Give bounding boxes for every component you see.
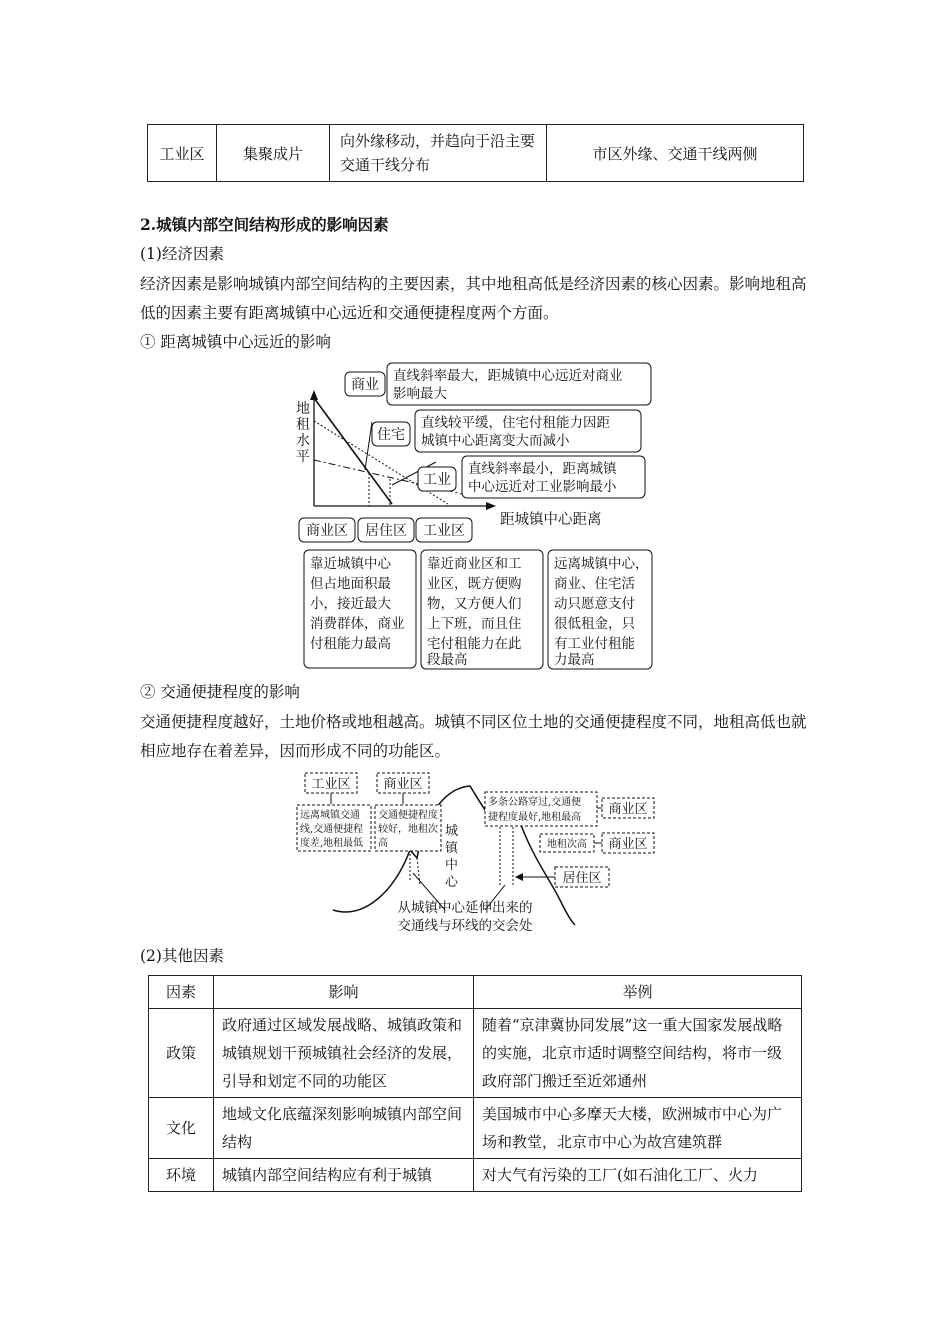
table-cell: 城镇内部空间结构应有利于城镇 — [214, 1159, 474, 1192]
y-axis-label: 租 — [296, 417, 310, 433]
column-header: 影响 — [214, 976, 474, 1009]
industry-note: 中心远近对工业影响最小 — [468, 479, 617, 495]
residence-note: 直线较平缓，住宅付租能力因距 — [421, 415, 610, 431]
y-axis-label: 水 — [296, 433, 310, 449]
top-table — [147, 124, 804, 182]
zone-note: 宅付租能力在此 — [427, 636, 522, 652]
center-label: 心 — [445, 875, 459, 890]
commerce-note: 影响最大 — [393, 386, 447, 402]
column-header: 举例 — [474, 976, 802, 1009]
zone-note: 小，接近最大 — [310, 596, 391, 612]
caption: 交通线与环线的交会处 — [397, 918, 533, 934]
center-label: 中 — [445, 858, 459, 873]
industry-label: 工业 — [423, 472, 451, 488]
commerce-zone-label: 商业区 — [608, 837, 648, 852]
note-text: 度差,地租最低 — [300, 838, 364, 849]
table-cell: 政府通过区域发展战略、城镇政策和城镇规划干预城镇社会经济的发展，引导和划定不同的功能区 — [214, 1009, 474, 1098]
table-cell: 集聚成片 — [217, 125, 330, 182]
y-axis-label: 平 — [296, 449, 310, 465]
note-text: 多条公路穿过,交通便 — [488, 797, 582, 808]
table-cell: 工业区 — [148, 125, 217, 182]
table-row — [149, 1009, 802, 1098]
y-axis-label: 地 — [296, 401, 310, 417]
table-cell: 随着“京津冀协同发展”这一重大国家发展战略的实施，北京市适时调整空间结构，将市一级政府部门搬迁至近郊通州 — [474, 1009, 802, 1098]
paragraph: 经济因素是影响城镇内部空间结构的主要因素，其中地租高低是经济因素的核心因素。影响地租高低的因素主要有距离城镇中心远近和交通便捷程度两个方面。 — [140, 275, 807, 322]
zone-note: 但占地面积最 — [310, 576, 391, 592]
center-label: 镇 — [445, 841, 459, 856]
zone-note: 段最高 — [427, 652, 468, 668]
note-text: 高 — [378, 838, 388, 849]
residence-note: 城镇中心距离变大而减小 — [421, 433, 570, 449]
item-heading: ② 交通便捷程度的影响 — [140, 683, 300, 701]
commerce-zone-label: 商业区 — [383, 777, 423, 792]
arrow-head — [515, 873, 523, 881]
zone-note: 业区，既方便购 — [427, 576, 522, 592]
column-header: 因素 — [149, 976, 214, 1009]
note-text: 线,交通便捷程 — [300, 824, 364, 835]
item-heading: ① 距离城镇中心远近的影响 — [140, 333, 331, 351]
residence-label: 居住区 — [562, 871, 602, 886]
subheading: (1)经济因素 — [140, 245, 224, 263]
zone-label: 商业区 — [306, 523, 348, 539]
note-text: 交通便捷程度 — [378, 810, 438, 821]
commerce-note: 直线斜率最大，距城镇中心远近对商业 — [393, 368, 623, 384]
table-row — [149, 1098, 802, 1159]
subheading: (2)其他因素 — [140, 947, 224, 965]
table-cell: 文化 — [149, 1098, 214, 1159]
zone-note: 动只愿意支付 — [554, 596, 635, 612]
caption: 从城镇中心延伸出来的 — [397, 900, 533, 916]
industry-note: 直线斜率最小，距离城镇 — [468, 461, 617, 477]
table-cell: 政策 — [149, 1009, 214, 1098]
zone-note: 靠近城镇中心 — [310, 556, 391, 572]
x-axis-arrow — [486, 502, 496, 510]
residence-label: 住宅 — [377, 427, 405, 443]
zone-note: 有工业付租能 — [554, 636, 635, 652]
commerce-zone-label: 商业区 — [608, 802, 648, 817]
zone-label: 工业区 — [423, 523, 465, 539]
zone-note: 物，又方便人们 — [427, 596, 522, 612]
table-cell: 美国城市中心多摩天大楼，欧洲城市中心为广场和教堂，北京市中心为故宫建筑群 — [474, 1098, 802, 1159]
zone-note: 远离城镇中心， — [554, 556, 649, 572]
table-row — [148, 125, 804, 182]
commerce-label: 商业 — [351, 377, 379, 393]
table-header-row — [149, 976, 802, 1009]
note-text: 远离城镇交通 — [300, 810, 360, 821]
commerce-line — [314, 398, 392, 504]
rent-distance-diagram — [290, 358, 670, 674]
factors-table — [148, 975, 802, 1192]
zone-note: 力最高 — [554, 652, 595, 668]
zone-note: 靠近商业区和工 — [427, 556, 522, 572]
table-row — [149, 1159, 802, 1192]
table-cell: 对大气有污染的工厂(如石油化工厂、火力 — [474, 1159, 802, 1192]
zone-label: 居住区 — [365, 523, 407, 539]
paragraph: 交通便捷程度越好，土地价格或地租越高。城镇不同区位土地的交通便捷程度不同，地租高低也就相应地存在着差异，因而形成不同的功能区。 — [140, 713, 807, 760]
traffic-rent-diagram — [295, 770, 665, 940]
zone-note: 很低租金，只 — [554, 616, 635, 632]
table-cell: 环境 — [149, 1159, 214, 1192]
zone-note: 消费群体，商业 — [310, 616, 405, 632]
center-label: 城 — [445, 824, 459, 839]
table-cell: 地域文化底蕴深刻影响城镇内部空间结构 — [214, 1098, 474, 1159]
zone-note: 上下班，而且住 — [427, 616, 522, 632]
section-title: 2.城镇内部空间结构形成的影响因素 — [140, 215, 389, 234]
leader-line — [365, 422, 372, 470]
x-axis-label: 距城镇中心距离 — [500, 512, 602, 528]
zone-note: 付租能力最高 — [310, 636, 391, 652]
table-cell: 市区外缘、交通干线两侧 — [547, 125, 804, 182]
zone-note: 商业、住宅活 — [554, 576, 635, 592]
note-text: 较好，地租次 — [378, 824, 438, 835]
industry-zone-label: 工业区 — [311, 777, 351, 792]
table-cell: 向外缘移动，并趋向于沿主要交通干线分布 — [330, 125, 547, 182]
note-text: 捷程度最好,地租最高 — [488, 812, 582, 823]
note-text: 地租次高 — [547, 839, 587, 850]
